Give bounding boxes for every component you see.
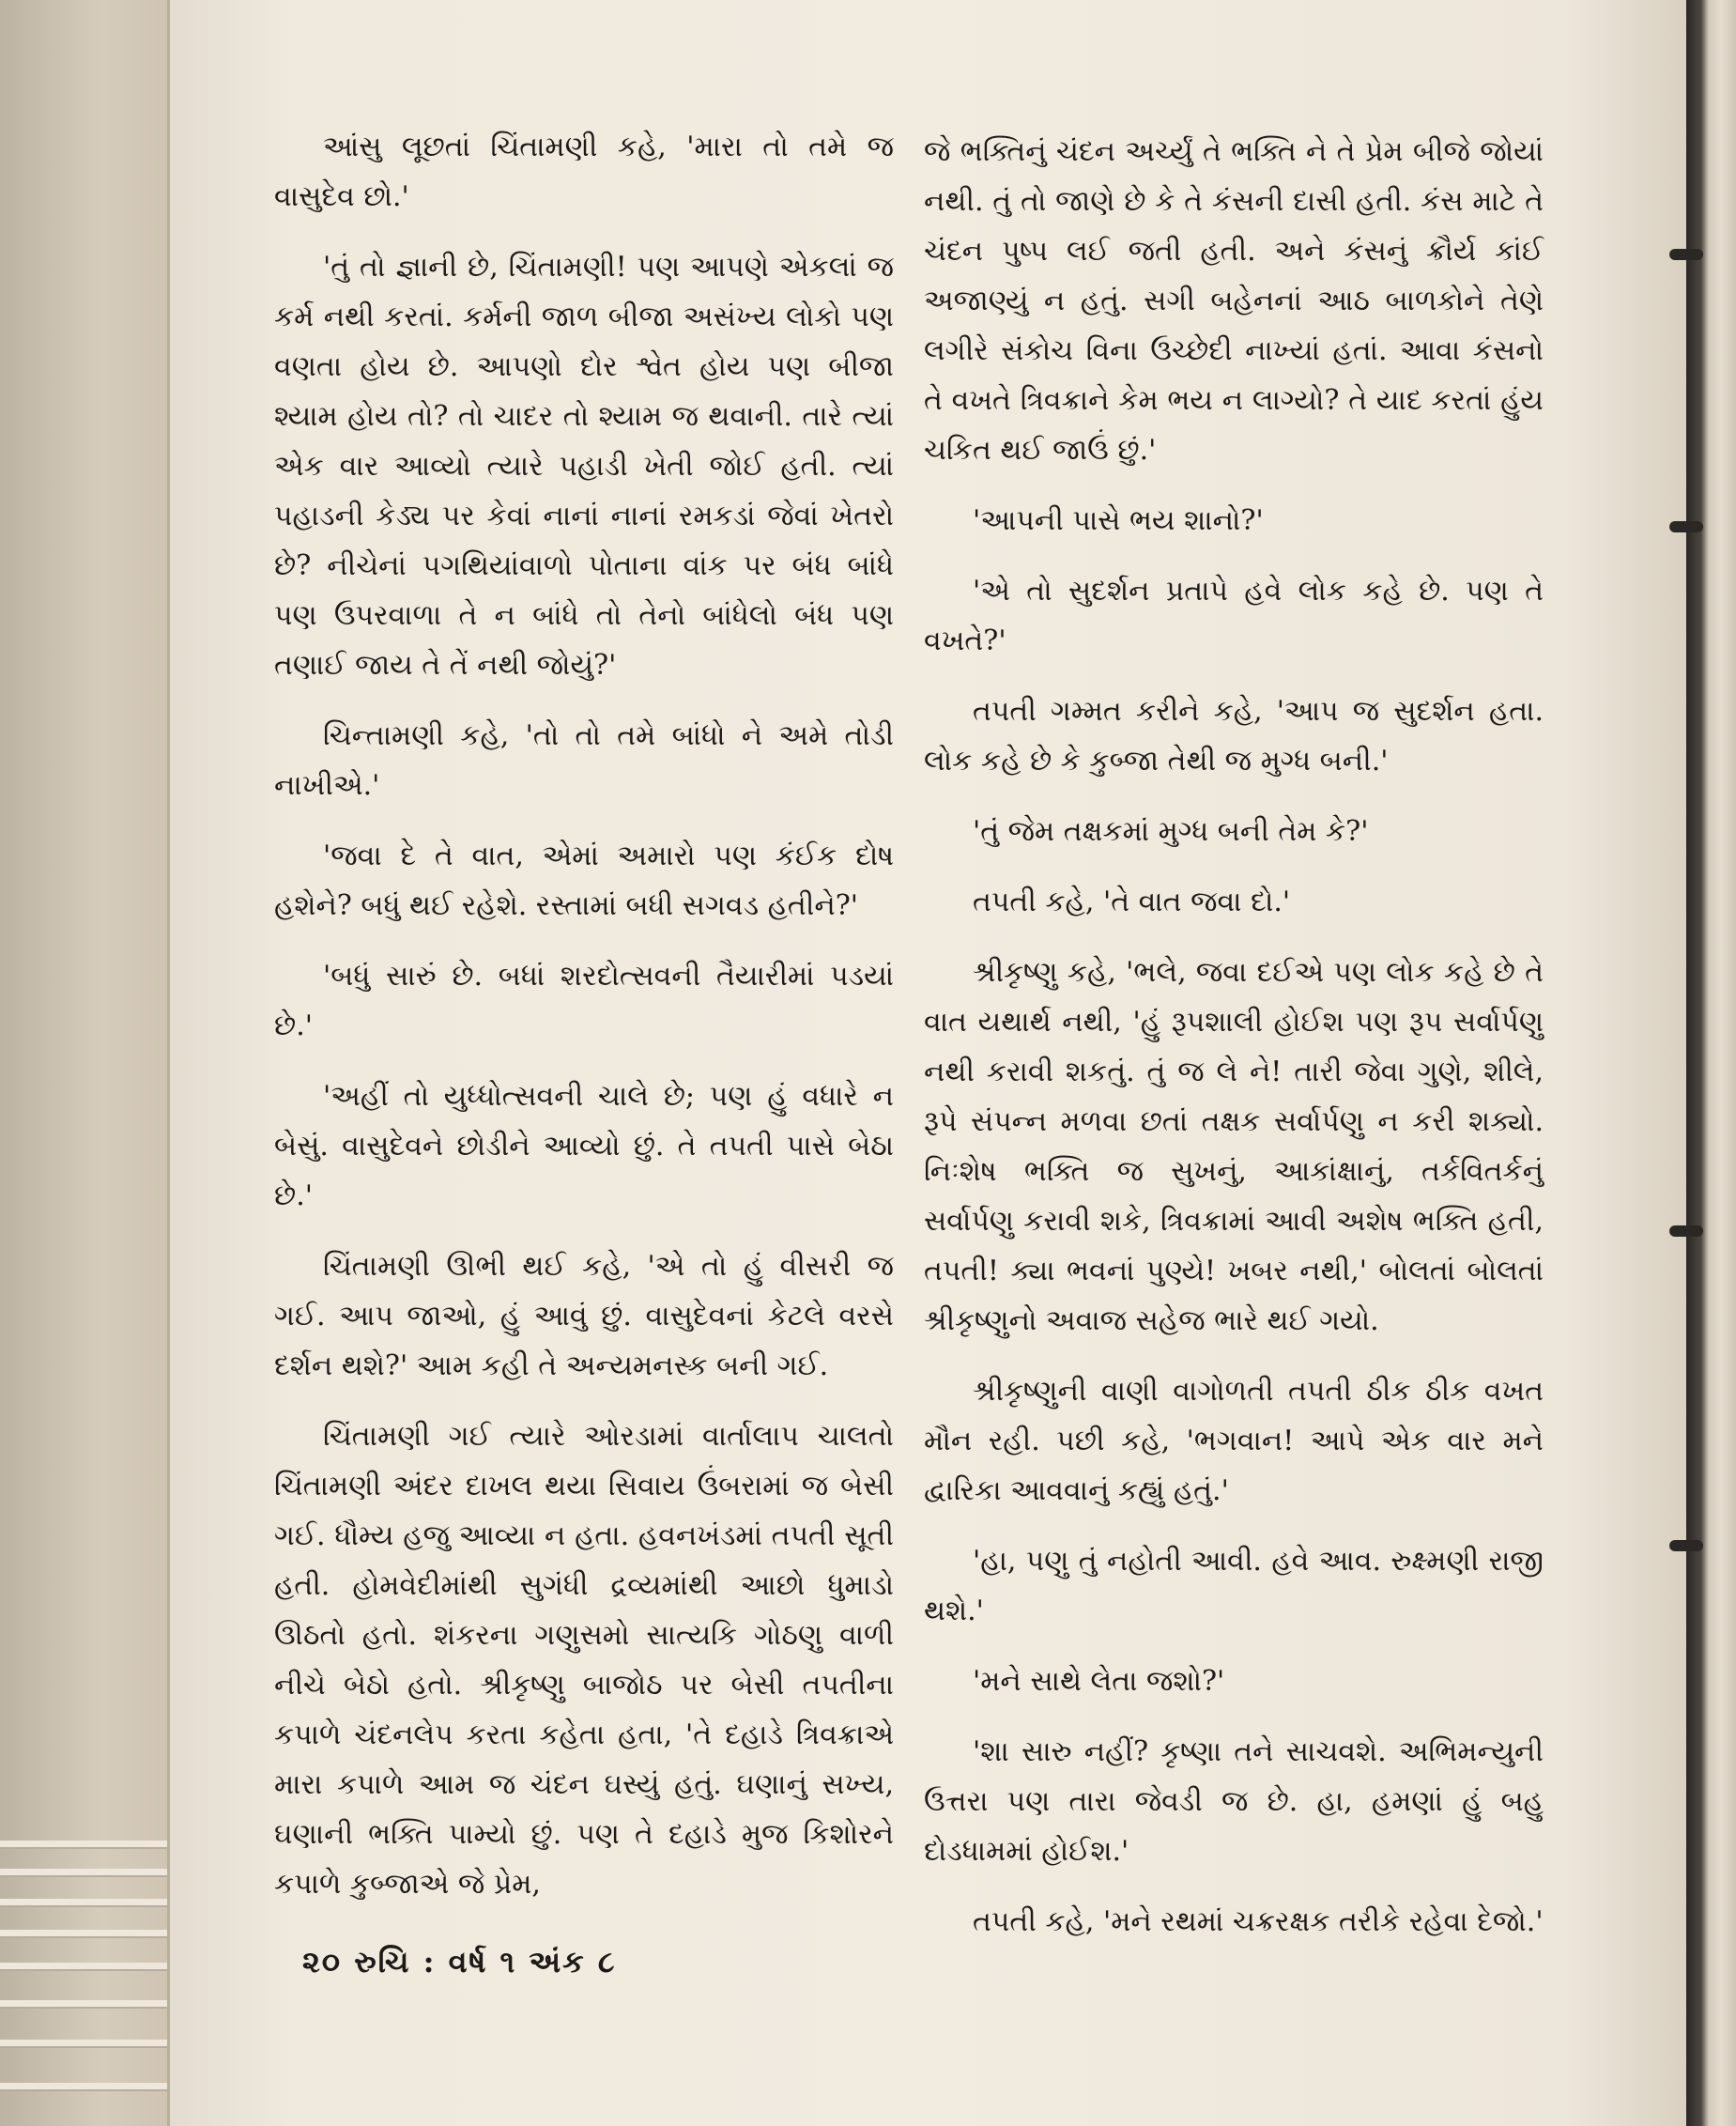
paragraph: 'અહીં તો યુધ્ધોત્સવની ચાલે છે; પણ હું વધારે ન બેસું. વાસુદેવને છોડીને આવ્યો છું. તે તપતી પાસે બેઠા છે.' (274, 1080, 894, 1212)
binding-edge (1686, 0, 1736, 2126)
paragraph: 'તું તો જ્ઞાની છે, ચિંતામણી! પણ આપણે એકલાં જ કર્મ નથી કરતાં. કર્મની જાળ બીજા અસંખ્ય લોકો પણ વણતા હોય છે. આપણો દોર શ્વેત હોય પણ બીજા શ્યામ હોય તો? તો ચાદર તો શ્યામ જ થવાની. તારે ત્યાં એક વાર આવ્યો ત્યારે પહાડી ખેતી જોઈ હતી. ત્યાં પહાડની કેડ્ય પર કેવાં નાનાં નાનાં રમકડાં જેવાં ખેતરો છે? નીચેનાં પગથિયાંવાળો પોતાના વાંક પર બંધ બાંધે પણ ઉપરવાળા તે ન બાંધે તો તેનો બાંધેલો બંધ પણ તણાઈ જાય તે તેં નથી જોયું?' (274, 251, 894, 682)
page-stack-edges (0, 1841, 169, 2126)
paragraph: તપતી કહે, 'તે વાત જવા દો.' (973, 886, 1291, 918)
binding-hole (1669, 521, 1703, 532)
paragraph: 'એ તો સુદર્શન પ્રતાપે હવે લોક કહે છે. પણ તે વખતે?' (924, 575, 1544, 657)
paragraph: 'જવા દે તે વાત, એમાં અમારો પણ કંઈક દોષ હશેને? બધું થઈ રહેશે. રસ્તામાં બધી સગવડ હતીને?' (274, 840, 894, 922)
paragraph: ચિંતામણી ગઈ ત્યારે ઓરડામાં વાર્તાલાપ ચાલતો ચિંતામણી અંદર દાખલ થયા સિવાય ઉંબરામાં જ બેસી ગઈ. ધૌમ્ય હજુ આવ્યા ન હતા. હવનખંડમાં તપતી સૂતી હતી. હોમવેદીમાંથી સુગંધી દ્રવ્યમાંથી આછો ધુમાડો ઊઠતો હતો. શંકરના ગણુસમો સાત્યકિ ગોઠણુ વાળી નીચે બેઠો હતો. શ્રીકૃષ્ણુ બાજોઠ પર બેસી તપતીના કપાળે ચંદનલેપ કરતા કહેતા હતા, 'તે દહાડે ત્રિવક્રાએ મારા કપાળે આમ જ ચંદન ઘસ્યું હતું. ઘણાનું સખ્ય, ઘણાની ભક્તિ પામ્યો છું. પણ તે દહાડે મુજ કિશોરને કપાળે કુબ્જાએ જે પ્રેમ, (274, 1420, 894, 1901)
paragraph: 'શા સારુ નહીં? કૃષ્ણા તને સાચવશે. અભિમન્યુની ઉત્તરા પણ તારા જેવડી જ છે. હા, હમણાં હું બહુ દોડધામમાં હોઈશ.' (924, 1735, 1544, 1868)
paragraph: ચિન્તામણી કહે, 'તો તો તમે બાંધો ને અમે તોડી નાખીએ.' (274, 719, 894, 802)
paragraph: 'હા, પણુ તું નહોતી આવી. હવે આવ. રુક્ષ્મણી રાજી થશે.' (924, 1545, 1544, 1627)
left-column (274, 122, 894, 1930)
paragraph: ચિંતામણી ઊભી થઈ કહે, 'એ તો હું વીસરી જ ગઈ. આપ જાઓ, હું આવું છું. વાસુદેવનાં કેટલે વરસે દર્શન થશે?' આમ કહી તે અન્યમનસ્ક બની ગઈ. (274, 1250, 894, 1382)
page-footer: ૨૦ રુચિ : વર્ષ ૧ અંક ૮ (302, 1944, 617, 1980)
paragraph: 'મને સાથે લેતા જશો?' (973, 1665, 1225, 1698)
binding-hole (1669, 1225, 1703, 1237)
paragraph: 'આપની પાસે ભય શાનો?' (973, 504, 1264, 537)
paragraph: તપતી કહે, 'મને રથમાં ચક્રરક્ષક તરીકે રહેવા દેજો.' (973, 1905, 1544, 1938)
paragraph: તપતી ગમ્મત કરીને કહે, 'આપ જ સુદર્શન હતા. લોક કહે છે કે કુબ્જા તેથી જ મુગ્ધ બની.' (924, 695, 1544, 778)
paragraph: આંસુ લૂછતાં ચિંતામણી કહે, 'મારા તો તમે જ વાસુદેવ છો.' (274, 131, 894, 213)
paragraph: જે ભક્તિનું ચંદન અર્ચ્યું તે ભક્તિ ને તે પ્રેમ બીજે જોયાં નથી. તું તો જાણે છે કે તે કંસની દાસી હતી. કંસ માટે તે ચંદન પુષ્પ લઈ જતી હતી. અને કંસનું ક્રૌર્ય કાંઈ અજાણ્યું ન હતું. સગી બહેનનાં આઠ બાળકોને તેણે લગીરે સંકોચ વિના ઉચ્છેદી નાખ્યાં હતાં. આવા કંસનો તે વખતે ત્રિવક્રાને કેમ ભય ન લાગ્યો? તે યાદ કરતાં હુંય ચકિત થઈ જાઉં છું.' (924, 135, 1544, 467)
desk-background (0, 0, 169, 2126)
binding-hole (1669, 1540, 1703, 1551)
right-column (924, 127, 1544, 1967)
paragraph: શ્રીકૃષ્ણુ કહે, 'ભલે, જવા દઈએ પણ લોક કહે છે તે વાત યથાર્થ નથી, 'હું રૂપશાલી હોઈશ પણ રૂપ સર્વાર્પણુ નથી કરાવી શકતું. તું જ લે ને! તારી જેવા ગુણે, શીલે, રૂપે સંપન્ન મળવા છતાં તક્ષક સર્વાર્પણુ ન કરી શક્યો. નિઃશેષ ભક્તિ જ સુખનું, આકાંક્ષાનું, તર્કવિતર્કનું સર્વાર્પણુ કરાવી શકે, ત્રિવક્રામાં આવી અશેષ ભક્તિ હતી, તપતી! ક્યા ભવનાં પુણ્યે! ખબર નથી,' બોલતાં બોલતાં શ્રીકૃષ્ણુનો અવાજ સહેજ ભારે થઈ ગયો. (924, 956, 1544, 1337)
paragraph: 'તું જેમ તક્ષકમાં મુગ્ધ બની તેમ કે?' (973, 815, 1369, 848)
paragraph: 'બધું સારું છે. બધાં શરદોત્સવની તૈયારીમાં પડયાં છે.' (274, 960, 894, 1042)
binding-hole (1669, 249, 1703, 260)
paragraph: શ્રીકૃષ્ણુની વાણી વાગોળતી તપતી ઠીક ઠીક વખત મૌન રહી. પછી કહે, 'ભગવાન! આપે એક વાર મને દ્વારિકા આવવાનું કહ્યું હતું.' (924, 1375, 1544, 1507)
